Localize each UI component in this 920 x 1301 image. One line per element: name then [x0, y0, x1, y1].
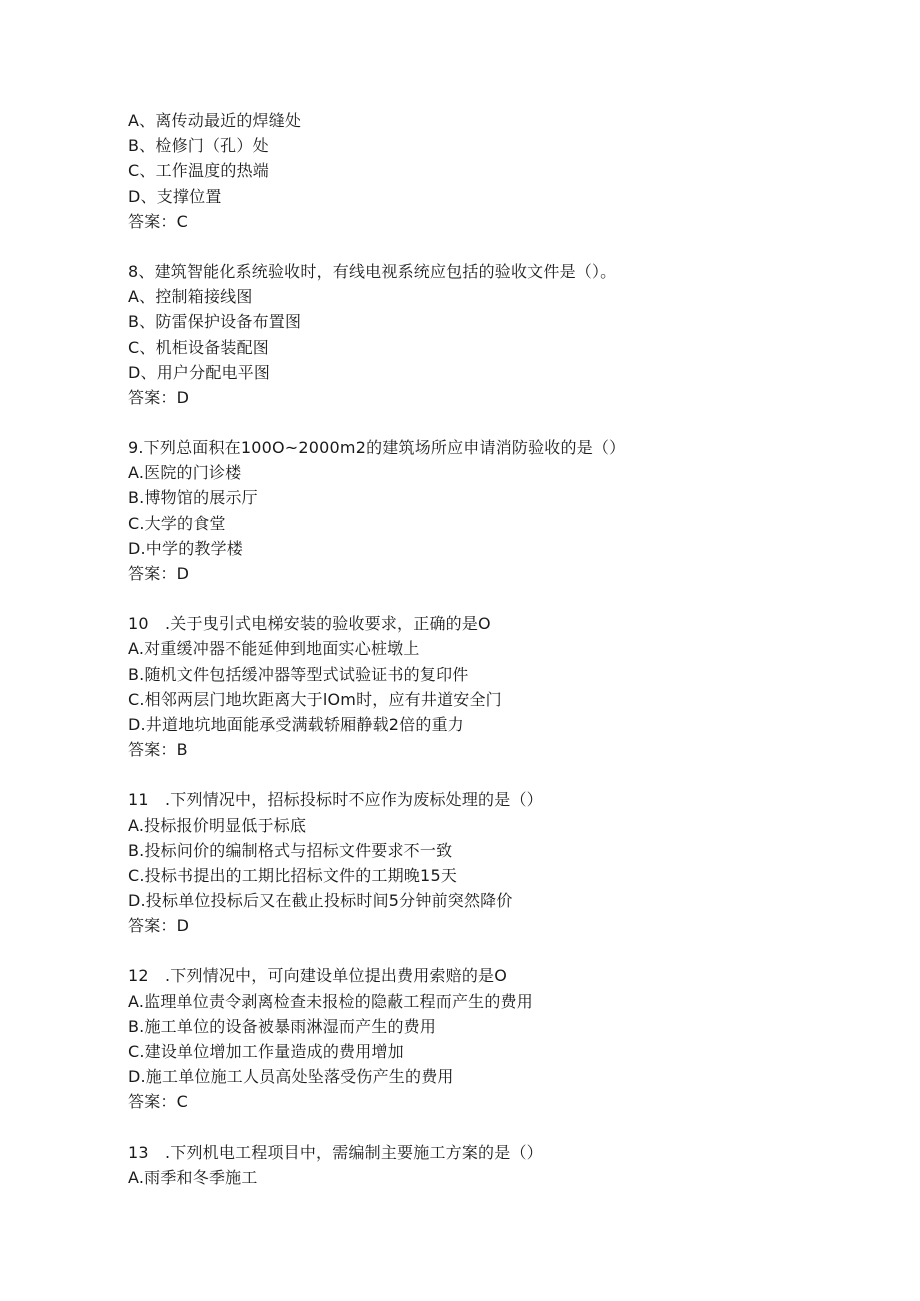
- option-a: A、离传动最近的焊缝处: [128, 111, 302, 130]
- answer: 答案：C: [128, 211, 188, 231]
- option-d: D.井道地坑地面能承受满载轿厢静载2倍的重力: [128, 714, 464, 734]
- question-text: 9.下列总面积在100O~2000m2的建筑场所应申请消防验收的是（）: [128, 438, 626, 458]
- option-b: B、检修门（孔）处: [128, 136, 269, 156]
- question-block-9: [128, 435, 828, 586]
- option-d: D.施工单位施工人员高处坠落受伤产生的费用: [128, 1067, 454, 1087]
- option-b: B.博物馆的展示厅: [128, 488, 258, 508]
- option-a: A.对重缓冲器不能延伸到地面实心桩墩上: [128, 639, 420, 659]
- question-text: 13 .下列机电工程项目中，需编制主要施工方案的是（）: [128, 1142, 543, 1162]
- document-page: [128, 108, 828, 1190]
- option-b: B.施工单位的设备被暴雨淋湿而产生的费用: [128, 1016, 437, 1036]
- option-a: A.监理单位责令剥离检查未报检的隐蔽工程而产生的费用: [128, 991, 533, 1011]
- answer: 答案：D: [128, 564, 190, 583]
- option-d: D.投标单位投标后又在截止投标时间5分钟前突然降价: [128, 891, 513, 911]
- option-c: C.大学的食堂: [128, 513, 226, 533]
- question-block-13: [128, 1140, 828, 1190]
- question-block-10: [128, 611, 828, 762]
- question-text: 11 .下列情况中，招标投标时不应作为废标处理的是（）: [128, 790, 543, 810]
- question-block-8: [128, 259, 828, 410]
- option-d: D、支撑位置: [128, 186, 222, 206]
- option-c: C.建设单位增加工作量造成的费用增加: [128, 1042, 404, 1061]
- option-a: A.医院的门诊楼: [128, 463, 242, 483]
- option-c: C.相邻两层门地坎距离大于lOm时，应有井道安全门: [128, 689, 502, 709]
- option-d: D.中学的教学楼: [128, 538, 244, 558]
- question-text: 12 .下列情况中，可向建设单位提出费用索赔的是O: [128, 966, 508, 986]
- question-block-7: [128, 108, 828, 234]
- answer: 答案：D: [128, 387, 190, 407]
- option-c: C.投标书提出的工期比招标文件的工期晚15天: [128, 865, 458, 885]
- option-a: A、控制箱接线图: [128, 287, 253, 307]
- answer: 答案：B: [128, 740, 188, 760]
- answer: 答案：C: [128, 1092, 188, 1112]
- option-a: A.雨季和冬季施工: [128, 1167, 258, 1187]
- option-c: C、机柜设备装配图: [128, 337, 269, 357]
- question-block-11: [128, 787, 828, 938]
- option-a: A.投标报价明显低于标底: [128, 815, 307, 835]
- question-text: 8、建筑智能化系统验收时，有线电视系统应包括的验收文件是（）。: [128, 261, 617, 281]
- option-b: B、防雷保护设备布置图: [128, 312, 302, 332]
- question-text: 10 .关于曳引式电梯安装的验收要求，正确的是O: [128, 614, 491, 634]
- option-b: B.随机文件包括缓冲器等型式试验证书的复印件: [128, 664, 469, 684]
- answer: 答案：D: [128, 916, 190, 936]
- option-b: B.投标问价的编制格式与招标文件要求不一致: [128, 840, 453, 860]
- question-block-12: [128, 963, 828, 1114]
- option-c: C、工作温度的热端: [128, 161, 269, 181]
- option-d: D、用户分配电平图: [128, 362, 271, 382]
